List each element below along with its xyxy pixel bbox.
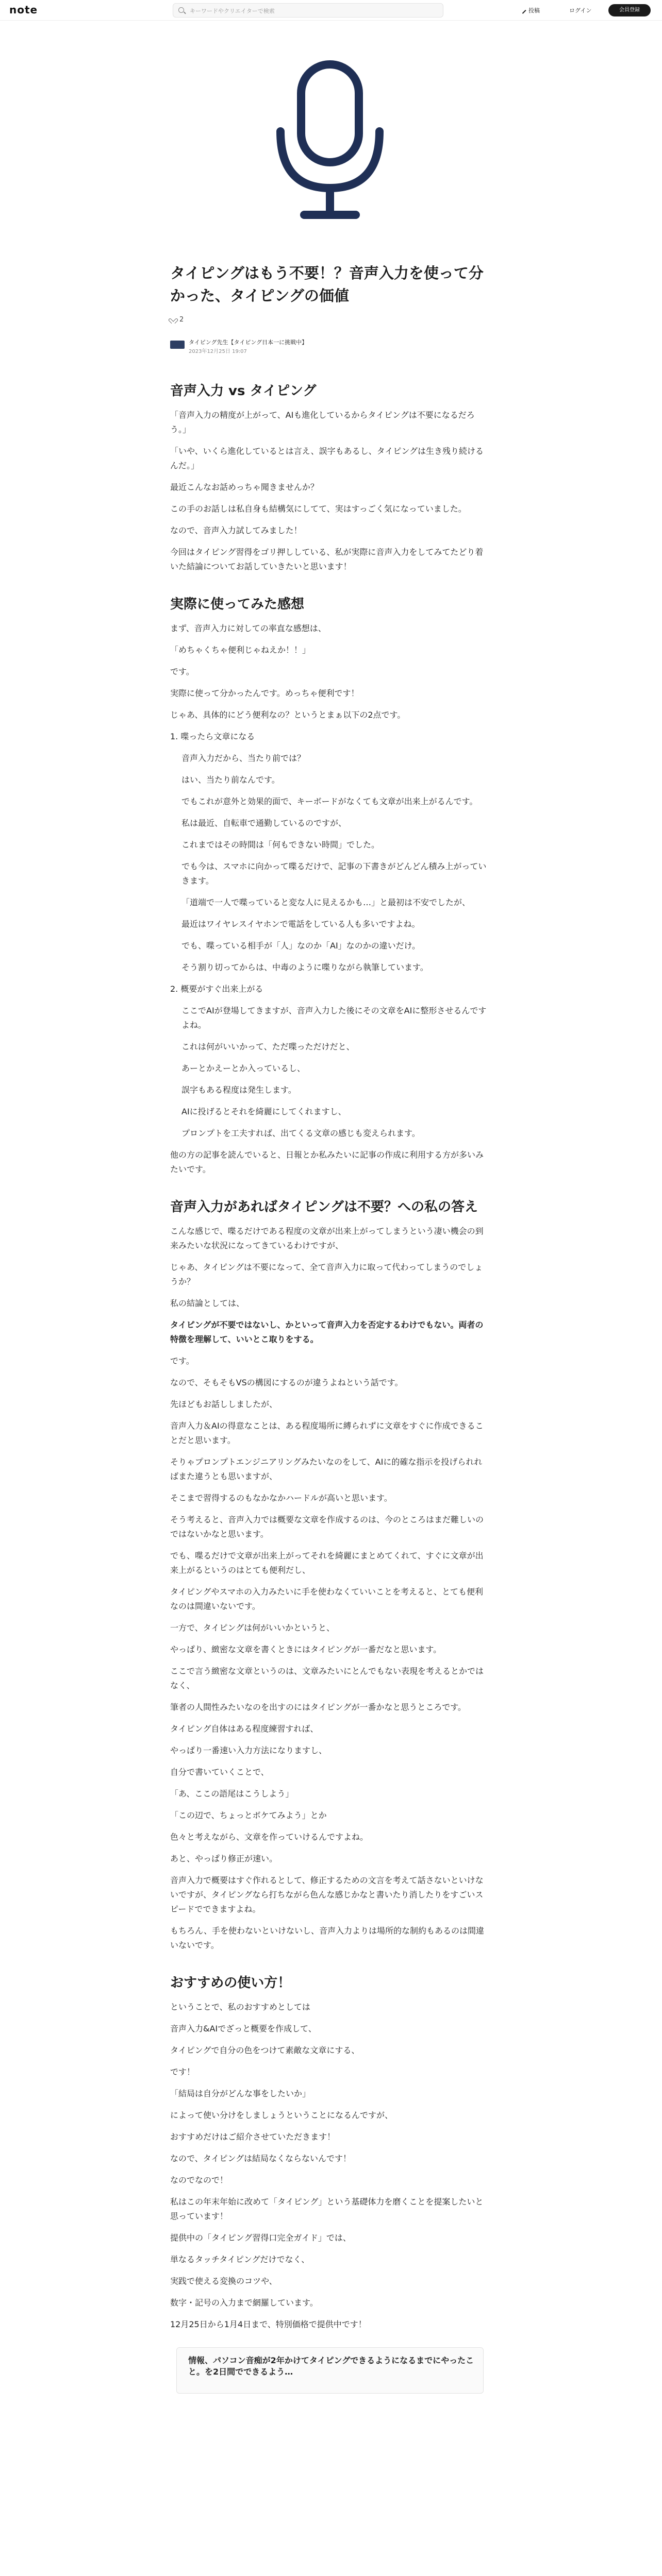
paragraph: じゃあ、タイピングは不要になって、全て音声入力に取って代わってしまうのでしょうか？	[170, 1262, 483, 1286]
paragraph: 単なるタッチタイピングだけでなく、	[170, 2255, 310, 2264]
product-card-title: 情報、パソコン音痴が2年かけてタイピングできるようになるまでにやったこと。を2日間でできるよう…	[188, 2355, 474, 2377]
post-button[interactable]	[522, 6, 540, 14]
paragraph: 一方で、タイピングは何がいいかというと、	[170, 1623, 335, 1633]
paragraph: はい、当たり前なんです。	[181, 775, 280, 785]
paragraph: じゃあ、具体的にどう便利なの？というとまぁ以下の2点です。	[170, 710, 406, 720]
publish-date: 2023年12月25日 19:07	[189, 349, 247, 354]
paragraph: 「結局は自分がどんな事をしたいか」	[170, 2089, 311, 2098]
paragraph: これまではその時間は「何もできない時間」でした。	[181, 840, 380, 850]
paragraph: そこまで習得するのもなかなかハードルが高いと思います。	[170, 1493, 392, 1503]
paragraph: あと、やっぱり修正が速い。	[170, 1854, 278, 1863]
paragraph: 私は最近、自転車で通勤しているのですが、	[181, 818, 347, 828]
paragraph: 最近はワイヤレスイヤホンで電話をしている人も多いですよね。	[181, 919, 420, 929]
paragraph: でも、喋っている相手が「人」なのか「AI」なのかの違いだけ。	[181, 941, 421, 951]
paragraph: です。	[170, 1356, 194, 1366]
section-heading: 実際に使ってみた感想	[170, 597, 305, 612]
paragraph: 他の方の記事を読んでいると、日報とか私みたいに記事の作成に利用する方が多いみたいです。	[170, 1150, 484, 1174]
paragraph: これは何がいいかって、ただ喋っただけだと、	[181, 1042, 355, 1052]
paragraph: もちろん、手を使わないといけないし、音声入力よりは場所的な制約もあるのは間違いないです。	[170, 1926, 484, 1950]
like-button[interactable]	[170, 316, 184, 324]
paragraph: そう考えると、音声入力では概要な文章を作成するのは、今のところはまだ難しいのではないかなと思います。	[170, 1515, 484, 1539]
pen-icon	[522, 8, 526, 13]
paragraph: 最近こんなお話めっちゃ聞きませんか？	[170, 482, 319, 492]
section-heading: おすすめの使い方！	[170, 1975, 291, 1991]
paragraph: 音声入力で概要はすぐ作れるとして、修正するための文言を考えて話さないといけないですが、タイピングなら打ちながら色んな感じかなと書いたり消したりをすごいスピードでできますよね。	[170, 1875, 484, 1914]
paragraph: ということで、私のおすすめとしては	[170, 2002, 310, 2012]
paragraph: 先ほどもお話ししましたが、	[170, 1399, 278, 1409]
paragraph: 「いや、いくら進化しているとは言え、誤字もあるし、タイピングは生き残り続けるんだ。」	[170, 446, 484, 470]
search-input[interactable]	[189, 5, 438, 16]
paragraph: なので、音声入力試してみました！	[170, 526, 302, 535]
site-header	[0, 0, 662, 21]
paragraph: そう割り切ってからは、中毒のように喋りながら執筆しています。	[181, 962, 428, 972]
paragraph: でもこれが意外と効果的面で、キーボードがなくても文章が出来上がるんです。	[181, 796, 478, 806]
paragraph: なので、タイピングは結局なくならないんです！	[170, 2154, 352, 2163]
section-heading: 音声入力 vs タイピング	[170, 383, 317, 399]
post-label: 投稿	[528, 7, 540, 14]
paragraph: やっぱり一番速い入力方法になりますし、	[170, 1745, 327, 1755]
paragraph: そりゃプロンプトエンジニアリングみたいなのをして、AIに的確な指示を投げられればまた違うとも思いますが、	[170, 1457, 483, 1481]
signup-button[interactable]: 会員登録	[608, 4, 651, 16]
article-title: タイピングはもう不要！？音声入力を使って分かった、タイピングの価値	[170, 264, 484, 304]
paragraph: でも、喋るだけで文章が出来上がってそれを綺麗にまとめてくれて、すぐに文章が出来上がるというのはとても便利だし、	[170, 1551, 484, 1575]
microphone-icon	[273, 59, 387, 222]
paragraph: 「道端で一人で喋っていると変な人に見えるかも…」と最初は不安でしたが、	[181, 897, 471, 907]
product-card[interactable]	[176, 2347, 484, 2394]
login-link[interactable]: ログイン	[569, 7, 592, 14]
paragraph: ここでAIが登場してきますが、音声入力した後にその文章をAIに整形させるんですよね。	[181, 1006, 487, 1030]
paragraph: ここで言う緻密な文章というのは、文章みたいにとんでもない表現を考えるとかではなく、	[170, 1666, 484, 1690]
like-count: 2	[179, 316, 184, 324]
section-heading: 音声入力があればタイピングは不要？への私の答え	[170, 1199, 478, 1215]
note-logo[interactable]: note	[9, 4, 38, 16]
paragraph: 自分で書いていくことで、	[170, 1767, 269, 1777]
paragraph: 12月25日から1月4日まで、特別価格で提供中です！	[170, 2319, 367, 2329]
paragraph: 私はこの年末年始に改めて「タイピング」という基礎体力を磨くことを提案したいと思っています！	[170, 2197, 484, 2221]
paragraph: タイピングで自分の色をつけて素敵な文章にする、	[170, 2045, 360, 2055]
search-box[interactable]	[173, 3, 443, 18]
paragraph: あーとかえーとか入っているし、	[181, 1063, 306, 1073]
paragraph: 数字・記号の入力まで網羅しています。	[170, 2298, 318, 2308]
paragraph: 音声入力だから、当たり前では？	[181, 753, 306, 763]
list-item: 1. 喋ったら文章になる	[170, 732, 255, 741]
paragraph: 提供中の「タイピング習得口完全ガイド」では、	[170, 2233, 351, 2243]
paragraph: 「めちゃくちゃ便利じゃねえか！！」	[170, 645, 311, 655]
paragraph: 私の結論としては、	[170, 1298, 245, 1308]
paragraph: タイピング自体はある程度練習すれば、	[170, 1724, 319, 1734]
paragraph: 誤字もある程度は発生します。	[181, 1085, 296, 1095]
paragraph: この手のお話しは私自身も結構気にしてて、実はすっごく気になっていました。	[170, 504, 467, 514]
paragraph: おすすめだけはご紹介させていただきます！	[170, 2132, 336, 2142]
paragraph: まず、音声入力に対しての率直な感想は、	[170, 623, 326, 633]
author-avatar[interactable]	[170, 341, 185, 349]
paragraph: 筆者の人間性みたいなのを出すのにはタイピングが一番かなと思うところです。	[170, 1702, 466, 1712]
paragraph: なのでなので！	[170, 2175, 228, 2185]
search-icon	[178, 7, 184, 13]
list-item: 2. 概要がすぐ出来上がる	[170, 984, 263, 994]
paragraph: なので、そもそもVSの構図にするのが違うよねという話です。	[170, 1378, 403, 1387]
paragraph: タイピングやスマホの入力みたいに手を使わなくていいことを考えると、とても便利なのは間違いないです。	[170, 1587, 484, 1611]
paragraph: 「あ、ここの語尾はこうしよう」	[170, 1789, 294, 1799]
heart-icon	[170, 316, 176, 322]
paragraph: です。	[170, 667, 194, 676]
author-name[interactable]: タイピング先生【タイピング日本一に挑戦中】	[189, 339, 308, 346]
paragraph: 実践で使える変換のコツや、	[170, 2276, 277, 2286]
paragraph: やっぱり、緻密な文章を書くときにはタイピングが一番だなと思います。	[170, 1645, 442, 1654]
paragraph: 音声入力&AIでざっと概要を作成して、	[170, 2024, 317, 2033]
paragraph: プロンプトを工夫すれば、出てくる文章の感じも変えられます。	[181, 1128, 420, 1138]
paragraph: 「音声入力の精度が上がって、AIも進化しているからタイピングは不要になるだろう。」	[170, 410, 475, 434]
paragraph: こんな感じで、喋るだけである程度の文章が出来上がってしまうという凄い機会の到来みたいな状況になってきているわけですが、	[170, 1226, 484, 1250]
paragraph: タイピングが不要ではないし、かといって音声入力を否定するわけでもない。両者の特徴を理解して、いいとこ取りをする。	[170, 1320, 484, 1344]
paragraph: 今回はタイピング習得をゴリ押ししている、私が実際に音声入力をしてみてたどり着いた結論についてお話していきたいと思います！	[170, 547, 484, 571]
paragraph: です！	[170, 2067, 195, 2077]
paragraph: 実際に使って分かったんです。めっちゃ便利です！	[170, 688, 359, 698]
paragraph: でも今は、スマホに向かって喋るだけで、記事の下書きがどんどん積み上がっていきます。	[181, 861, 487, 886]
paragraph: AIに投げるとそれを綺麗にしてくれますし、	[181, 1107, 346, 1116]
paragraph: によって使い分けをしましょうということになるんですが、	[170, 2110, 393, 2120]
paragraph: 色々と考えながら、文章を作っていけるんですよね。	[170, 1832, 369, 1842]
paragraph: 音声入力＆AIの得意なことは、ある程度場所に縛られずに文章をすぐに作成できることだと思います。	[170, 1421, 484, 1445]
paragraph: 「この辺で、ちょっとボケてみよう」とか	[170, 1810, 327, 1820]
